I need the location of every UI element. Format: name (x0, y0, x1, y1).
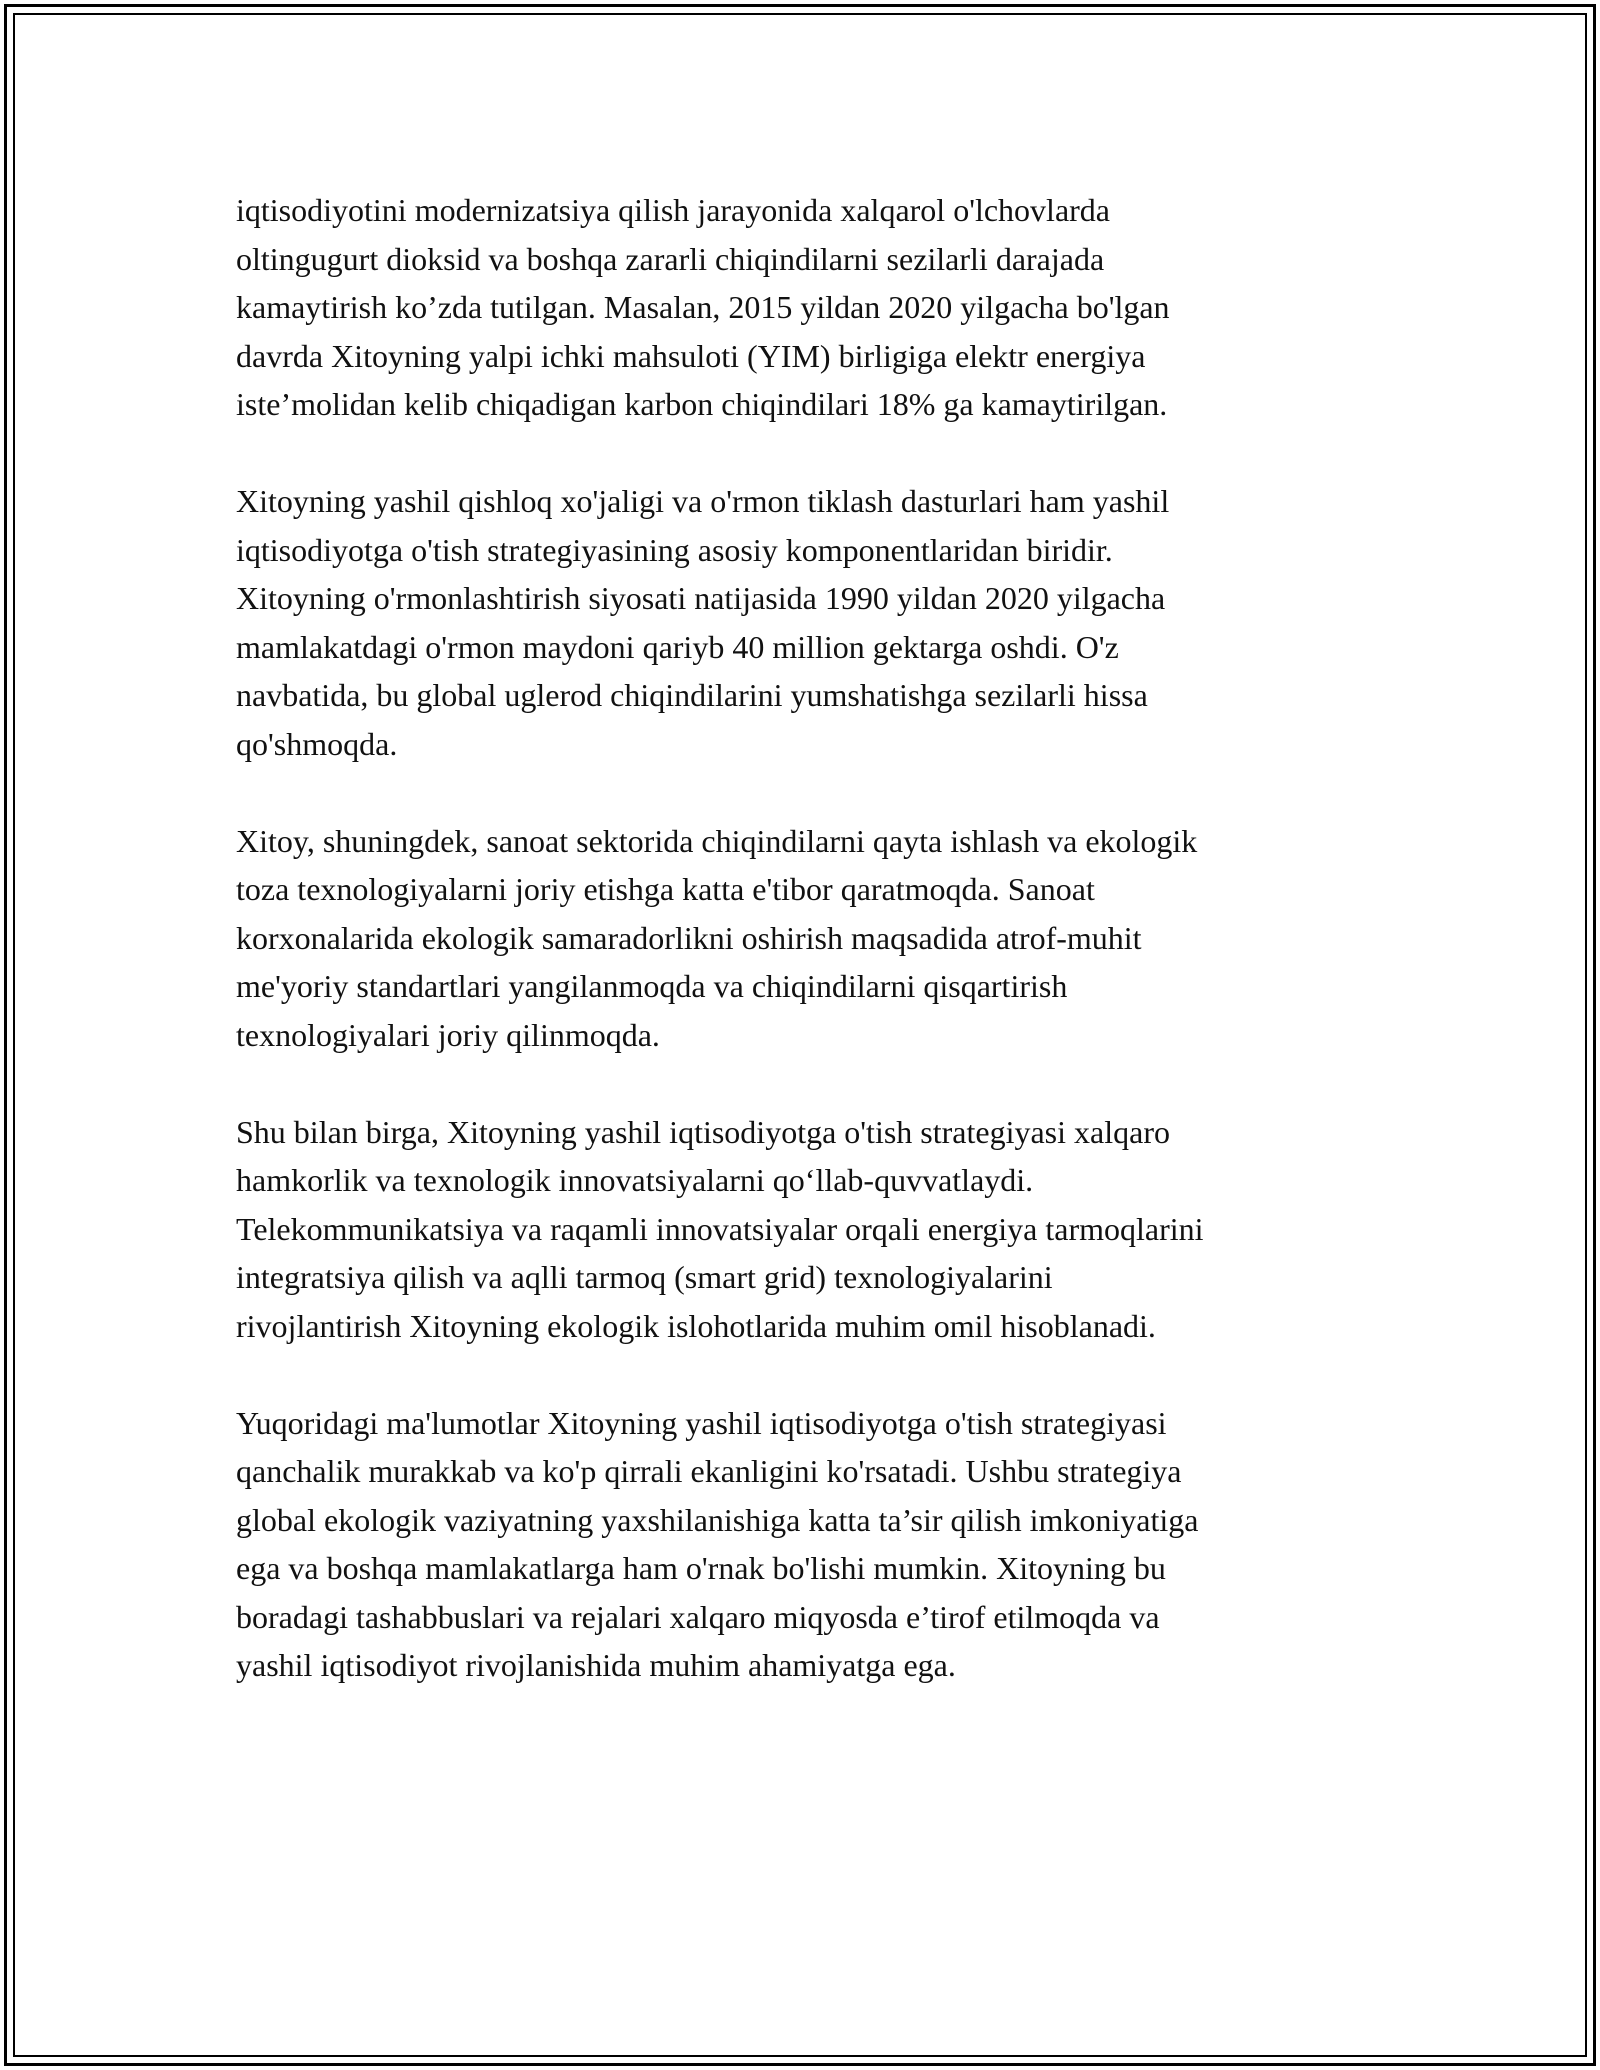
paragraph-3: Xitoy, shuningdek, sanoat sektorida chiqindilarni qayta ishlash va ekologik toza texnologiyalarni joriy etishga katta e'tibor qaratmoqda. Sanoat korxonalarida ekologik samaradorlikni oshirish maqsadida atrof-muhit me'yoriy standartlari yangilanmoqda va chiqindilarni qisqartirish texnologiyalari joriy qilinmoqda. (236, 822, 1198, 1053)
paragraph-1: iqtisodiyotini modernizatsiya qilish jarayonida xalqarol o'lchovlarda oltingugurt dioksid va boshqa zararli chiqindilarni sezilarli darajada kamaytirish ko’zda tutilgan. Masalan, 2015 yildan 2020 yilgacha bo'lgan davrda Xitoyning yalpi ichki mahsuloti (YIM) birligiga elektr energiya iste’molidan kelib chiqadigan karbon chiqindilari 18% ga kamaytirilgan. (236, 192, 1170, 422)
paragraph-5: Yuqoridagi ma'lumotlar Xitoyning yashil iqtisodiyotga o'tish strategiyasi qanchalik murakkab va ko'p qirrali ekanligini ko'rsatadi. Ushbu strategiya global ekologik vaziyatning yaxshilanishiga katta ta’sir qilish imkoniyatiga ega va boshqa mamlakatlarga ham o'rnak bo'lishi mumkin. Xitoyning bu boradagi tashabbuslari va rejalari xalqaro miqyosda e’tirof etilmoqda va yashil iqtisodiyot rivojlanishida muhim ahamiyatga ega. (236, 1404, 1199, 1683)
document-body (236, 186, 1366, 1738)
paragraph-4: Shu bilan birga, Xitoyning yashil iqtisodiyotga o'tish strategiyasi xalqaro hamkorlik va texnologik innovatsiyalarni qo‘llab-quvvatlaydi. Telekommunikatsiya va raqamli innovatsiyalar orqali energiya tarmoqlarini integratsiya qilish va aqlli tarmoq (smart grid) texnologiyalarini rivojlantirish Xitoyning ekologik islohotlarida muhim omil hisoblanadi. (236, 1113, 1204, 1344)
paragraph-2: Xitoyning yashil qishloq xo'jaligi va o'rmon tiklash dasturlari ham yashil iqtisodiyotga o'tish strategiyasining asosiy komponentlaridan biridir. Xitoyning o'rmonlashtirish siyosati natijasida 1990 yildan 2020 yilgacha mamlakatdagi o'rmon maydoni qariyb 40 million gektarga oshdi. O'z navbatida, bu global uglerod chiqindilarini yumshatishga sezilarli hissa qo'shmoqda. (236, 483, 1170, 762)
